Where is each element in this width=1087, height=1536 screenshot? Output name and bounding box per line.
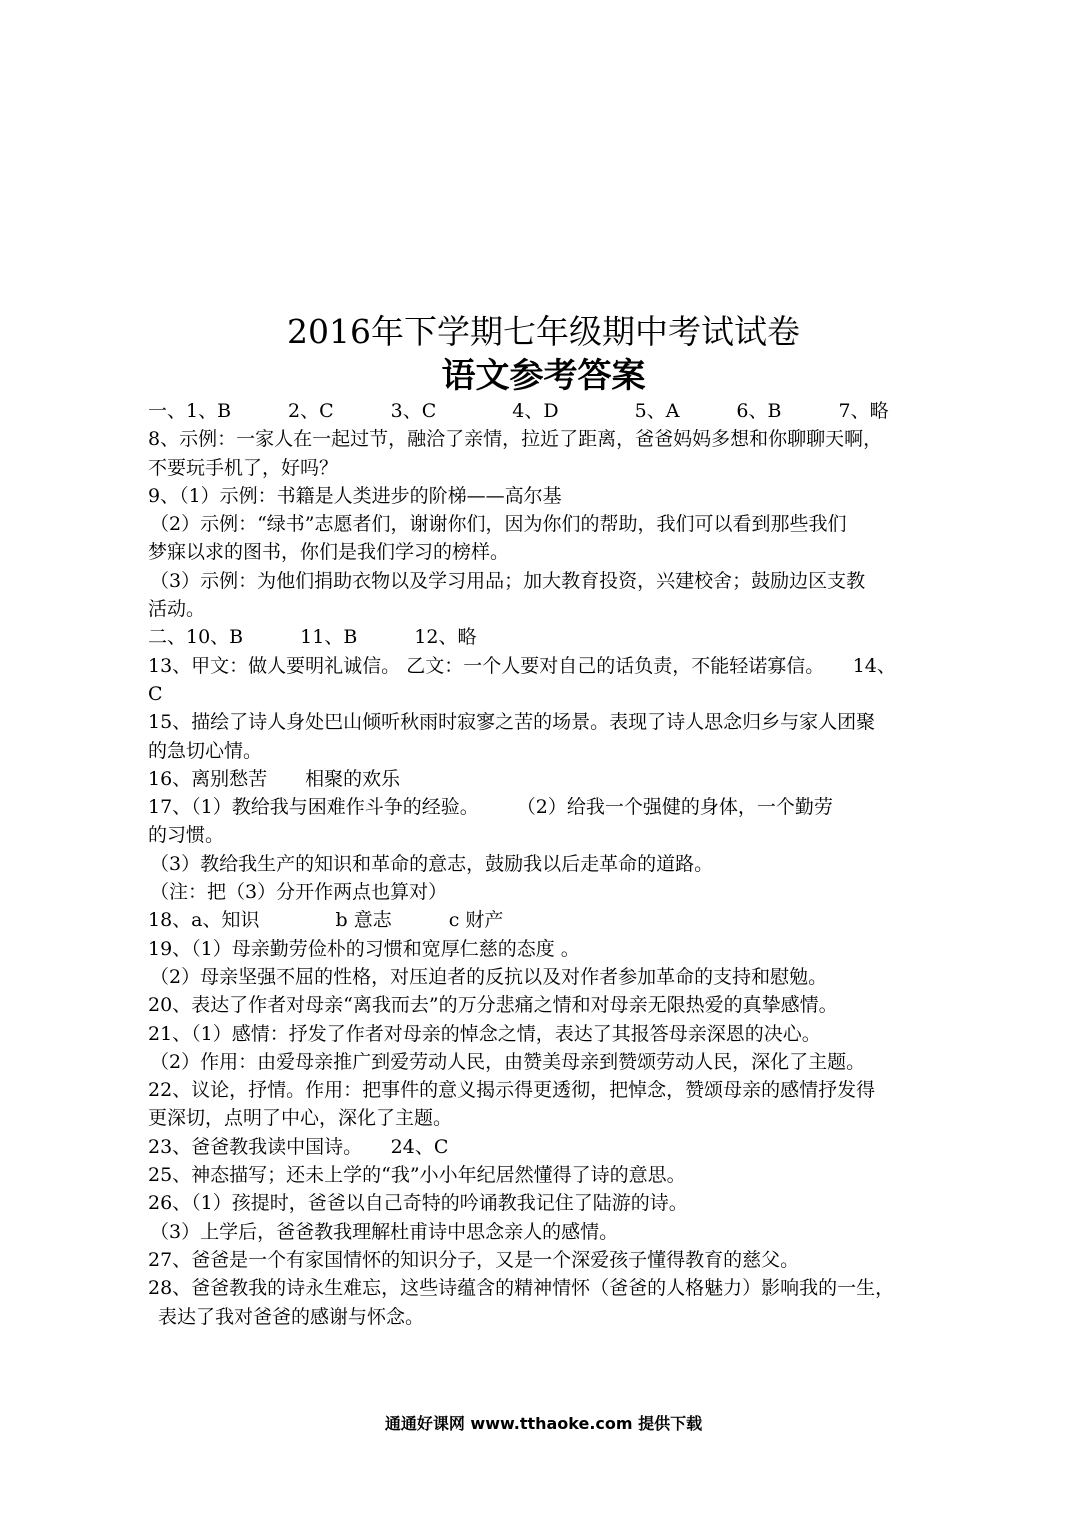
answer-line: （3）教给我生产的知识和革命的意志，鼓励我以后走革命的道路。 bbox=[150, 852, 714, 875]
answer-line: 更深切，点明了中心，深化了主题。 bbox=[148, 1107, 453, 1130]
answer-line: 一、1、B 2、C 3、C 4、D 5、A 6、B 7、略 bbox=[148, 400, 889, 422]
answer-line: （3）上学后，爸爸教我理解杜甫诗中思念亲人的感情。 bbox=[150, 1220, 619, 1243]
answer-line: （2）母亲坚强不屈的性格，对压迫者的反抗以及对作者参加革命的支持和慰勉。 bbox=[150, 965, 828, 988]
answer-line: 梦寐以求的图书，你们是我们学习的榜样。 bbox=[148, 541, 510, 564]
answer-content bbox=[148, 397, 978, 1331]
answer-line: 二、10、B 11、B 12、略 bbox=[148, 626, 477, 649]
answer-line: 26、（1）孩提时，爸爸以自己奇特的吟诵教我记住了陆游的诗。 bbox=[148, 1192, 688, 1215]
answer-line: 活动。 bbox=[148, 598, 206, 621]
answer-line: 的习惯。 bbox=[148, 824, 225, 847]
answer-line: 18、a、知识 b 意志 c 财产 bbox=[148, 909, 504, 932]
answer-line: 23、爸爸教我读中国诗。 24、C bbox=[148, 1135, 449, 1158]
answer-line: 22、议论，抒情。作用：把事件的意义揭示得更透彻，把悼念，赞颂母亲的感情抒发得 bbox=[148, 1079, 876, 1102]
answer-line: 的急切心情。 bbox=[148, 739, 263, 762]
answer-line: 17、（1）教给我与困难作斗争的经验。 （2）给我一个强健的身体，一个勤劳 bbox=[148, 796, 833, 819]
answer-line: 8、示例：一家人在一起过节，融洽了亲情，拉近了距离，爸爸妈妈多想和你聊聊天啊， bbox=[148, 428, 883, 451]
answer-line: （注：把（3）分开作两点也算对） bbox=[150, 881, 448, 904]
answer-line: 9、（1）示例：书籍是人类进步的阶梯——高尔基 bbox=[148, 484, 562, 507]
answer-line: 21、（1）感情：抒发了作者对母亲的悼念之情，表达了其报答母亲深恩的决心。 bbox=[148, 1022, 821, 1045]
answer-line: 25、神态描写；还未上学的“我”小小年纪居然懂得了诗的意思。 bbox=[148, 1164, 686, 1187]
answer-line: 19、（1）母亲勤劳俭朴的习惯和宽厚仁慈的态度 。 bbox=[148, 937, 580, 960]
answer-line: 表达了我对爸爸的感谢与怀念。 bbox=[158, 1305, 425, 1328]
document-title: 2016年下学期七年级期中考试试卷 bbox=[287, 312, 800, 351]
answer-line: 28、爸爸教我的诗永生难忘，这些诗蕴含的精神情怀（爸爸的人格魅力）影响我的一生， bbox=[148, 1277, 895, 1300]
answer-line: 13、甲文：做人要明礼诚信。 乙文：一个人要对自己的话负责，不能轻诺寡信。 14、 bbox=[148, 654, 896, 677]
document-subtitle: 语文参考答案 bbox=[441, 356, 646, 396]
answer-line: 不要玩手机了，好吗？ bbox=[148, 456, 339, 479]
answer-line: 16、离别愁苦 相聚的欢乐 bbox=[148, 767, 401, 790]
answer-line: （2）作用：由爱母亲推广到爱劳动人民，由赞美母亲到赞颂劳动人民，深化了主题。 bbox=[150, 1050, 866, 1073]
answer-line: 15、描绘了诗人身处巴山倾听秋雨时寂寥之苦的场景。表现了诗人思念归乡与家人团聚 bbox=[148, 711, 876, 734]
answer-line: 27、爸爸是一个有家国情怀的知识分子，又是一个深爱孩子懂得教育的慈父。 bbox=[148, 1248, 800, 1271]
page-footer: 通通好课网 www.tthaoke.com 提供下载 bbox=[384, 1414, 703, 1433]
answer-line: C bbox=[148, 682, 163, 705]
answer-line: （3）示例：为他们捐助衣物以及学习用品；加大教育投资，兴建校舍；鼓励边区支教 bbox=[150, 569, 866, 592]
answer-line: （2）示例：“绿书”志愿者们，谢谢你们，因为你们的帮助，我们可以看到那些我们 bbox=[150, 513, 847, 536]
answer-line: 20、表达了作者对母亲“离我而去”的万分悲痛之情和对母亲无限热爱的真挚感情。 bbox=[148, 994, 838, 1017]
